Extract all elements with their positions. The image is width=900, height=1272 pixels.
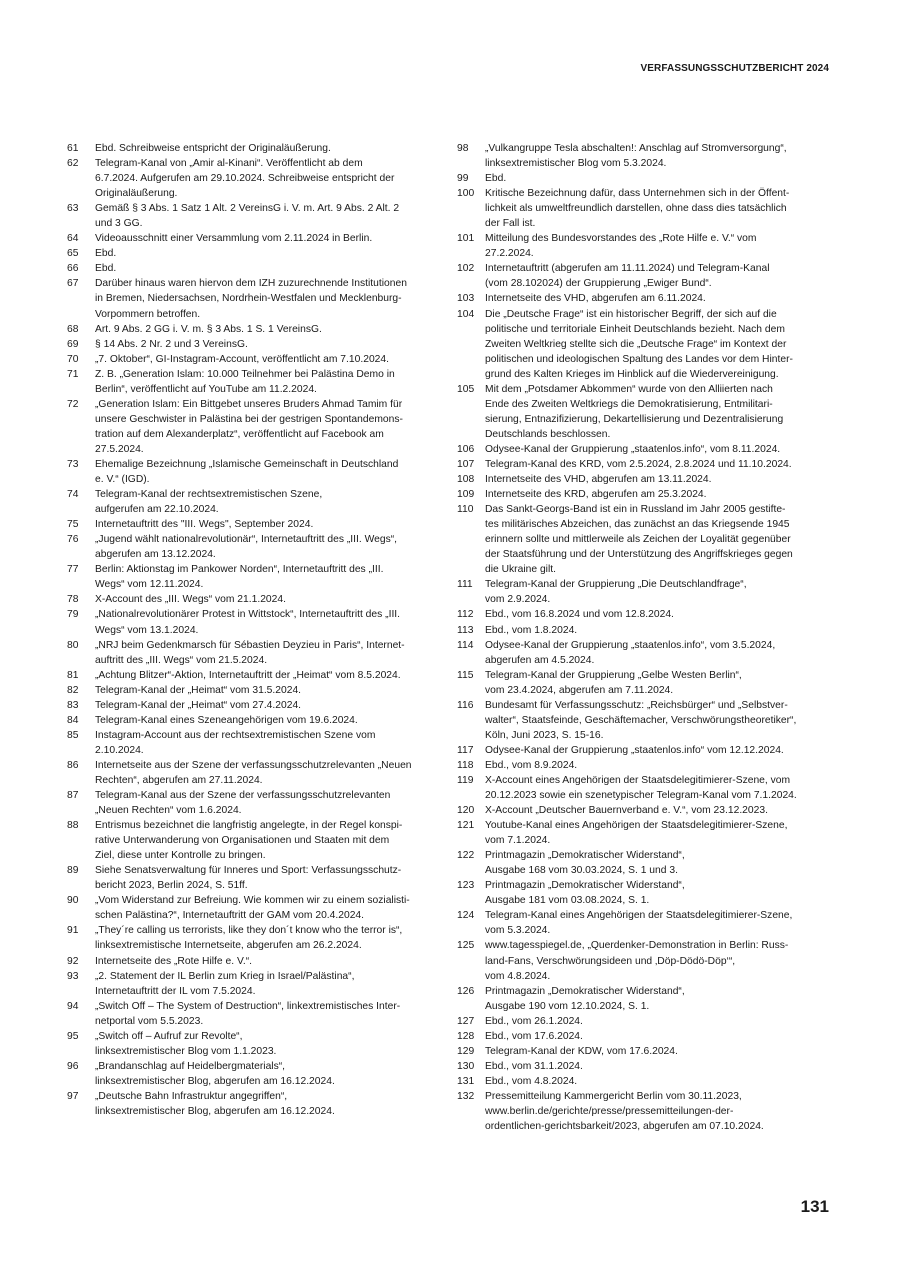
footnote — [67, 638, 445, 668]
footnote-text: Das Sankt-Georgs-Band ist ein in Russland im Jahr 2005 gestifte- tes militärisches Abzeichen, das zunächst an das Kriegsende 1945 erinnern sollte und mittlerweile als Zeichen der Loyalität gegenüber der Staatsführung und der Unterstützung des Angriffskrieges gegen die Ukraine gilt. — [485, 504, 793, 576]
footnote — [67, 683, 445, 698]
footnote-number: 93 — [67, 970, 79, 982]
footnote-text: Z. B. „Generation Islam: 10.000 Teilnehmer bei Palästina Demo in Berlin“, veröffentlicht auf YouTube am 11.2.2024. — [95, 368, 395, 395]
running-header: VERFASSUNGSSCHUTZBERICHT 2024 — [640, 63, 829, 74]
footnote — [67, 818, 445, 863]
footnote-text: Odysee-Kanal der Gruppierung „staatenlos.info“, vom 8.11.2024. — [485, 443, 781, 455]
footnote-number: 128 — [457, 1030, 475, 1042]
footnote-text: Ebd., vom 4.8.2024. — [485, 1075, 578, 1087]
footnote-text: Internetseite des VHD, abgerufen am 13.11.2024. — [485, 474, 712, 486]
footnote-text: „They´re calling us terrorists, like they don´t know who the terror is“, linksextremistische Internetseite, abgerufen am 26.2.2024. — [95, 925, 403, 952]
footnote-text: Internetseite des „Rote Hilfe e. V.“. — [95, 955, 253, 967]
footnote-number: 74 — [67, 489, 79, 501]
footnote-text: „Achtung Blitzer“-Aktion, Internetauftritt der „Heimat“ vom 8.5.2024. — [95, 669, 401, 681]
footnote-number: 125 — [457, 940, 475, 952]
footnote-text: Odysee-Kanal der Gruppierung „staatenlos.info“ vom 12.12.2024. — [485, 744, 784, 756]
footnote-text: Internetauftritt (abgerufen am 11.11.2024) und Telegram-Kanal (vom 28.102024) der Gruppierung „Ewiger Bund“. — [485, 263, 770, 290]
footnote-number: 63 — [67, 203, 79, 215]
footnote-text: Gemäß § 3 Abs. 1 Satz 1 Alt. 2 VereinsG i. V. m. Art. 9 Abs. 2 Alt. 2 und 3 GG. — [95, 203, 400, 230]
footnote-number: 121 — [457, 820, 475, 832]
footnote — [67, 592, 445, 607]
footnote-text: Internetseite des VHD, abgerufen am 6.11.2024. — [485, 293, 706, 305]
footnote-text: Ebd., vom 31.1.2024. — [485, 1060, 583, 1072]
footnote — [457, 623, 829, 638]
footnote — [457, 607, 829, 622]
footnote — [457, 442, 829, 457]
footnote-text: Ebd. — [95, 263, 117, 275]
footnote-number: 95 — [67, 1030, 79, 1042]
footnote-text: Entrismus bezeichnet die langfristig angelegte, in der Regel konspi- rative Unterwanderung von Organisationen und Staaten mit dem Ziel, diese unter Kontrolle zu bringen. — [95, 820, 403, 862]
footnote-number: 71 — [67, 368, 79, 380]
footnote-number: 105 — [457, 383, 475, 395]
footnotes-right-column — [457, 141, 829, 1134]
footnote-number: 99 — [457, 173, 469, 185]
footnote-number: 112 — [457, 609, 474, 621]
footnote-text: „Switch off – Aufruf zur Revolte“, linksextremistischer Blog vom 1.1.2023. — [95, 1030, 277, 1057]
footnote-number: 109 — [457, 489, 475, 501]
footnote — [67, 201, 445, 231]
footnote — [67, 487, 445, 517]
footnote — [457, 502, 829, 577]
footnote-text: „Brandanschlag auf Heidelbergmaterials“, linksextremistischer Blog, abgerufen am 16.12.2024. — [95, 1060, 335, 1087]
footnote-number: 65 — [67, 248, 79, 260]
footnote-number: 78 — [67, 594, 79, 606]
footnote — [457, 261, 829, 291]
footnote-number: 68 — [67, 323, 79, 335]
footnote-text: Siehe Senatsverwaltung für Inneres und Sport: Verfassungsschutz- bericht 2023, Berlin 2024, S. 51ff. — [95, 865, 402, 892]
footnote — [67, 397, 445, 457]
footnote-text: Die „Deutsche Frage“ ist ein historischer Begriff, der sich auf die politische und territoriale Einheit Deutschlands bezieht. Nach dem Zweiten Weltkrieg stellte sich die „Deutsche Frage“ im Kontext der politischen und ideologischen Spaltung des Landes vor dem Hinter- grund des Kalten Krieges im Hinblick auf die Wiedervereinigung. — [485, 308, 793, 380]
footnote-number: 85 — [67, 729, 79, 741]
footnote — [457, 472, 829, 487]
footnote — [67, 1059, 445, 1089]
footnote-number: 81 — [67, 669, 79, 681]
footnote-text: Berlin: Aktionstag im Pankower Norden“, Internetauftritt des „III. Wegs“ vom 12.11.2024. — [95, 564, 384, 591]
footnote — [457, 291, 829, 306]
footnote — [457, 1029, 829, 1044]
footnote-text: Ebd., vom 17.6.2024. — [485, 1030, 583, 1042]
footnote-text: www.tagesspiegel.de, „Querdenker-Demonstration in Berlin: Russ- land-Fans, Verschwörungsideen und ‚Döp-Dödö-Döp‘“, vom 4.8.2024. — [485, 940, 789, 982]
footnote — [67, 698, 445, 713]
footnote-text: „2. Statement der IL Berlin zum Krieg in Israel/Palästina“, Internetauftritt der IL vom 7.5.2024. — [95, 970, 355, 997]
footnote-text: „7. Oktober“, GI-Instagram-Account, veröffentlicht am 7.10.2024. — [95, 353, 389, 365]
footnote — [67, 231, 445, 246]
footnote — [67, 863, 445, 893]
footnote — [457, 382, 829, 442]
footnote-number: 127 — [457, 1015, 475, 1027]
footnote-text: Ebd. — [485, 173, 507, 185]
footnote-text: Internetauftritt des "III. Wegs", September 2024. — [95, 519, 314, 531]
footnote-number: 94 — [67, 1000, 79, 1012]
footnote-number: 83 — [67, 699, 79, 711]
footnote-number: 64 — [67, 233, 79, 245]
footnote — [67, 713, 445, 728]
footnote — [67, 276, 445, 321]
footnote-text: Printmagazin „Demokratischer Widerstand“, Ausgabe 168 vom 30.03.2024, S. 1 und 3. — [485, 850, 685, 877]
footnote-number: 115 — [457, 669, 474, 681]
footnote — [67, 788, 445, 818]
footnote-number: 101 — [457, 233, 475, 245]
footnote-number: 79 — [67, 609, 79, 621]
footnote-number: 100 — [457, 188, 475, 200]
footnote-text: Telegram-Kanal der rechtsextremistischen Szene, aufgerufen am 22.10.2024. — [95, 489, 323, 516]
footnote-number: 119 — [457, 774, 474, 786]
footnote-text: Ebd. — [95, 248, 117, 260]
footnotes-left-column — [67, 141, 445, 1119]
footnote-text: „Generation Islam: Ein Bittgebet unseres Bruders Ahmad Tamim für unsere Geschwister in Palästina bei der gestrigen Spontandemons- tration auf dem Alexanderplatz“, veröffentlicht auf Facebook am 27.5.2024. — [95, 398, 403, 455]
footnote — [457, 1014, 829, 1029]
footnote-text: X-Account eines Angehörigen der Staatsdelegitimierer-Szene, vom 20.12.2023 sowie ein szenetypischer Telegram-Kanal vom 7.1.2024. — [485, 774, 797, 802]
footnote — [457, 758, 829, 773]
footnote-text: Internetseite des KRD, abgerufen am 25.3.2024. — [485, 489, 707, 501]
footnote-number: 76 — [67, 534, 79, 546]
footnote — [457, 487, 829, 502]
footnote-text: Ebd., vom 16.8.2024 und vom 12.8.2024. — [485, 609, 674, 621]
footnote-number: 91 — [67, 925, 79, 937]
footnote-number: 72 — [67, 398, 79, 410]
footnote — [67, 322, 445, 337]
footnote-text: Ehemalige Bezeichnung „Islamische Gemeinschaft in Deutschland e. V.“ (IGD). — [95, 458, 399, 486]
footnote-number: 130 — [457, 1060, 475, 1072]
footnote — [67, 758, 445, 788]
footnote-number: 104 — [457, 308, 475, 320]
footnote-text: „Deutsche Bahn Infrastruktur angegriffen“, linksextremistischer Blog, abgerufen am 16.12.2024. — [95, 1090, 335, 1117]
footnote-text: X-Account „Deutscher Bauernverband e. V.“, vom 23.12.2023. — [485, 805, 768, 817]
footnote-text: „NRJ beim Gedenkmarsch für Sébastien Deyzieu in Paris“, Internet- auftritt des „III. Wegs“ vom 21.5.2024. — [95, 639, 405, 666]
footnote — [457, 773, 829, 803]
footnote — [67, 337, 445, 352]
footnote — [457, 908, 829, 938]
footnote-number: 86 — [67, 759, 79, 771]
footnote — [67, 893, 445, 923]
footnote-number: 62 — [67, 158, 79, 170]
footnote-number: 77 — [67, 564, 79, 576]
footnote — [457, 848, 829, 878]
footnote-text: „Nationalrevolutionärer Protest in Wittstock“, Internetauftritt des „III. Wegs“ vom 13.1.2024. — [95, 609, 401, 636]
footnote-number: 132 — [457, 1090, 475, 1102]
footnote-text: X-Account des „III. Wegs“ vom 21.1.2024. — [95, 594, 286, 606]
footnote — [457, 698, 829, 743]
footnote-text: Telegram-Kanal von „Amir al-Kinani“. Veröffentlicht ab dem 6.7.2024. Aufgerufen am 29.10.2024. Schreibweise entspricht der Originaläußerung. — [95, 158, 395, 200]
footnote — [457, 803, 829, 818]
footnote-text: Ebd., vom 26.1.2024. — [485, 1015, 583, 1027]
footnote-number: 66 — [67, 263, 79, 275]
footnote-number: 69 — [67, 338, 79, 350]
footnote — [457, 938, 829, 983]
footnote — [67, 246, 445, 261]
footnote-number: 120 — [457, 805, 475, 817]
footnote-number: 106 — [457, 443, 475, 455]
footnote-number: 89 — [67, 865, 79, 877]
footnote-number: 116 — [457, 699, 474, 711]
footnote — [457, 171, 829, 186]
footnote-text: „Jugend wählt nationalrevolutionär“, Internetauftritt des „III. Wegs“, abgerufen am 13.12.2024. — [95, 534, 398, 561]
footnote-number: 61 — [67, 143, 79, 154]
footnote-number: 80 — [67, 639, 79, 651]
footnote-number: 108 — [457, 474, 475, 486]
footnote-number: 117 — [457, 744, 474, 756]
footnote-text: Telegram-Kanal der „Heimat“ vom 31.5.2024. — [95, 684, 302, 696]
footnote-number: 97 — [67, 1090, 79, 1102]
footnote-text: Telegram-Kanal der KDW, vom 17.6.2024. — [485, 1045, 678, 1057]
footnote-number: 129 — [457, 1045, 475, 1057]
footnote — [457, 1089, 829, 1134]
footnote — [67, 668, 445, 683]
footnote — [67, 156, 445, 201]
footnote-text: „Vom Widerstand zur Befreiung. Wie kommen wir zu einem sozialisti- schen Palästina?“, Internetauftritt der GAM vom 20.4.2024. — [95, 895, 410, 922]
footnote-text: Internetseite aus der Szene der verfassungsschutzrelevanten „Neuen Rechten“, abgerufen am 27.11.2024. — [95, 759, 412, 786]
footnote — [67, 607, 445, 637]
page-number: 131 — [800, 1197, 829, 1216]
footnote-text: Mitteilung des Bundesvorstandes des „Rote Hilfe e. V.“ vom 27.2.2024. — [485, 233, 757, 260]
footnote — [457, 1074, 829, 1089]
footnote-text: Telegram-Kanal der Gruppierung „Gelbe Westen Berlin“, vom 23.4.2024, abgerufen am 7.11.2024. — [485, 669, 742, 696]
footnote-text: „Vulkangruppe Tesla abschalten!: Anschlag auf Stromversorgung“, linksextremistischer Blog vom 5.3.2024. — [485, 143, 787, 170]
footnote-number: 111 — [457, 579, 473, 591]
footnote-text: Instagram-Account aus der rechtsextremistischen Szene vom 2.10.2024. — [95, 729, 376, 756]
footnote-number: 84 — [67, 714, 79, 726]
footnote-number: 70 — [67, 353, 79, 365]
footnote-text: Telegram-Kanal der Gruppierung „Die Deutschlandfrage“, vom 2.9.2024. — [485, 579, 747, 606]
footnote-number: 88 — [67, 820, 79, 832]
footnote — [457, 818, 829, 848]
footnote-text: Darüber hinaus waren hiervon dem IZH zuzurechnende Institutionen in Bremen, Niedersachsen, Nordrhein-Westfalen und Mecklenburg- Vorpommern betroffen. — [95, 278, 407, 320]
footnote-text: Mit dem „Potsdamer Abkommen“ wurde von den Alliierten nach Ende des Zweiten Weltkriegs die Demokratisierung, Entmilitari- sierung, Entnazifizierung, Dekartellisierung und Dezentralisierung Deutschlands beschlossen. — [485, 383, 784, 440]
footnote — [457, 638, 829, 668]
footnote — [457, 1059, 829, 1074]
footnote-text: Telegram-Kanal aus der Szene der verfassungsschutzrelevanten „Neuen Rechten“ vom 1.6.2024. — [95, 790, 391, 817]
footnote — [457, 186, 829, 231]
footnote-text: Ebd. Schreibweise entspricht der Originaläußerung. — [95, 143, 331, 154]
footnote — [67, 457, 445, 487]
footnote-text: Telegram-Kanal des KRD, vom 2.5.2024, 2.8.2024 und 11.10.2024. — [485, 458, 792, 470]
footnote-text: Pressemitteilung Kammergericht Berlin vom 30.11.2023, www.berlin.de/gerichte/presse/pressemitteilungen-der- ordentlichen-gerichtsbarkeit/2023, abgerufen am 07.10.2024. — [485, 1090, 764, 1133]
footnote-text: Ebd., vom 8.9.2024. — [485, 759, 578, 771]
footnote-text: Ebd., vom 1.8.2024. — [485, 624, 578, 636]
footnote-text: Videoausschnitt einer Versammlung vom 2.11.2024 in Berlin. — [95, 233, 373, 245]
footnote-number: 107 — [457, 458, 475, 470]
footnote-number: 124 — [457, 910, 475, 922]
footnote — [67, 954, 445, 969]
footnote — [67, 352, 445, 367]
footnote — [457, 457, 829, 472]
footnote — [67, 367, 445, 397]
footnote-text: Kritische Bezeichnung dafür, dass Unternehmen sich in der Öffent- lichkeit als umweltfreundlich darstellen, ohne dass dies tatsächlich der Fall ist. — [485, 188, 790, 230]
footnote-text: Youtube-Kanal eines Angehörigen der Staatsdelegitimierer-Szene, vom 7.1.2024. — [485, 820, 788, 847]
footnote — [457, 307, 829, 382]
footnote-number: 114 — [457, 639, 474, 651]
footnote — [67, 261, 445, 276]
footnote-number: 67 — [67, 278, 79, 290]
footnote-number: 126 — [457, 985, 475, 997]
footnote-text: Printmagazin „Demokratischer Widerstand“, Ausgabe 181 vom 03.08.2024, S. 1. — [485, 880, 685, 907]
footnote — [457, 231, 829, 261]
footnote — [67, 141, 445, 156]
footnote-text: Art. 9 Abs. 2 GG i. V. m. § 3 Abs. 1 S. 1 VereinsG. — [95, 323, 322, 335]
footnote-number: 73 — [67, 458, 79, 470]
footnote — [67, 517, 445, 532]
footnote — [67, 562, 445, 592]
footnote-number: 110 — [457, 504, 474, 516]
footnote — [67, 728, 445, 758]
footnote-number: 131 — [457, 1075, 475, 1087]
footnote-number: 118 — [457, 759, 474, 771]
footnote — [457, 984, 829, 1014]
footnote-number: 92 — [67, 955, 79, 967]
footnote-number: 75 — [67, 519, 79, 531]
footnote-text: „Switch Off – The System of Destruction“, linkextremistisches Inter- netportal vom 5.5.2023. — [95, 1000, 401, 1027]
footnote-text: Telegram-Kanal der „Heimat“ vom 27.4.2024. — [95, 699, 302, 711]
footnote — [457, 668, 829, 698]
footnote-text: § 14 Abs. 2 Nr. 2 und 3 VereinsG. — [95, 338, 248, 350]
footnote — [457, 1044, 829, 1059]
footnote-number: 102 — [457, 263, 475, 275]
footnote — [457, 141, 829, 171]
footnote-number: 103 — [457, 293, 475, 305]
footnote — [457, 878, 829, 908]
footnote — [67, 1089, 445, 1119]
footnote — [457, 577, 829, 607]
footnote — [67, 923, 445, 953]
footnote-number: 113 — [457, 624, 474, 636]
footnote-number: 123 — [457, 880, 475, 892]
footnote-number: 87 — [67, 790, 79, 802]
footnote-text: Odysee-Kanal der Gruppierung „staatenlos.info“, vom 3.5.2024, abgerufen am 4.5.2024. — [485, 639, 776, 666]
footnote — [67, 532, 445, 562]
footnote — [67, 969, 445, 999]
footnote-number: 90 — [67, 895, 79, 907]
footnote-number: 122 — [457, 850, 475, 862]
footnote-number: 98 — [457, 143, 469, 154]
footnote-number: 96 — [67, 1060, 79, 1072]
footnote-number: 82 — [67, 684, 79, 696]
footnote-text: Bundesamt für Verfassungsschutz: „Reichsbürger“ und „Selbstver- walter“, Staatsfeinde, Geschäftemacher, Verschwörungstheoretiker“, Köln, Juni 2023, S. 15-16. — [485, 699, 797, 741]
footnote-text: Printmagazin „Demokratischer Widerstand“, Ausgabe 190 vom 12.10.2024, S. 1. — [485, 985, 685, 1012]
footnote — [67, 999, 445, 1029]
footnote-text: Telegram-Kanal eines Szeneangehörigen vom 19.6.2024. — [95, 714, 358, 726]
footnote-text: Telegram-Kanal eines Angehörigen der Staatsdelegitimierer-Szene, vom 5.3.2024. — [485, 910, 793, 937]
footnote — [457, 743, 829, 758]
footnote — [67, 1029, 445, 1059]
